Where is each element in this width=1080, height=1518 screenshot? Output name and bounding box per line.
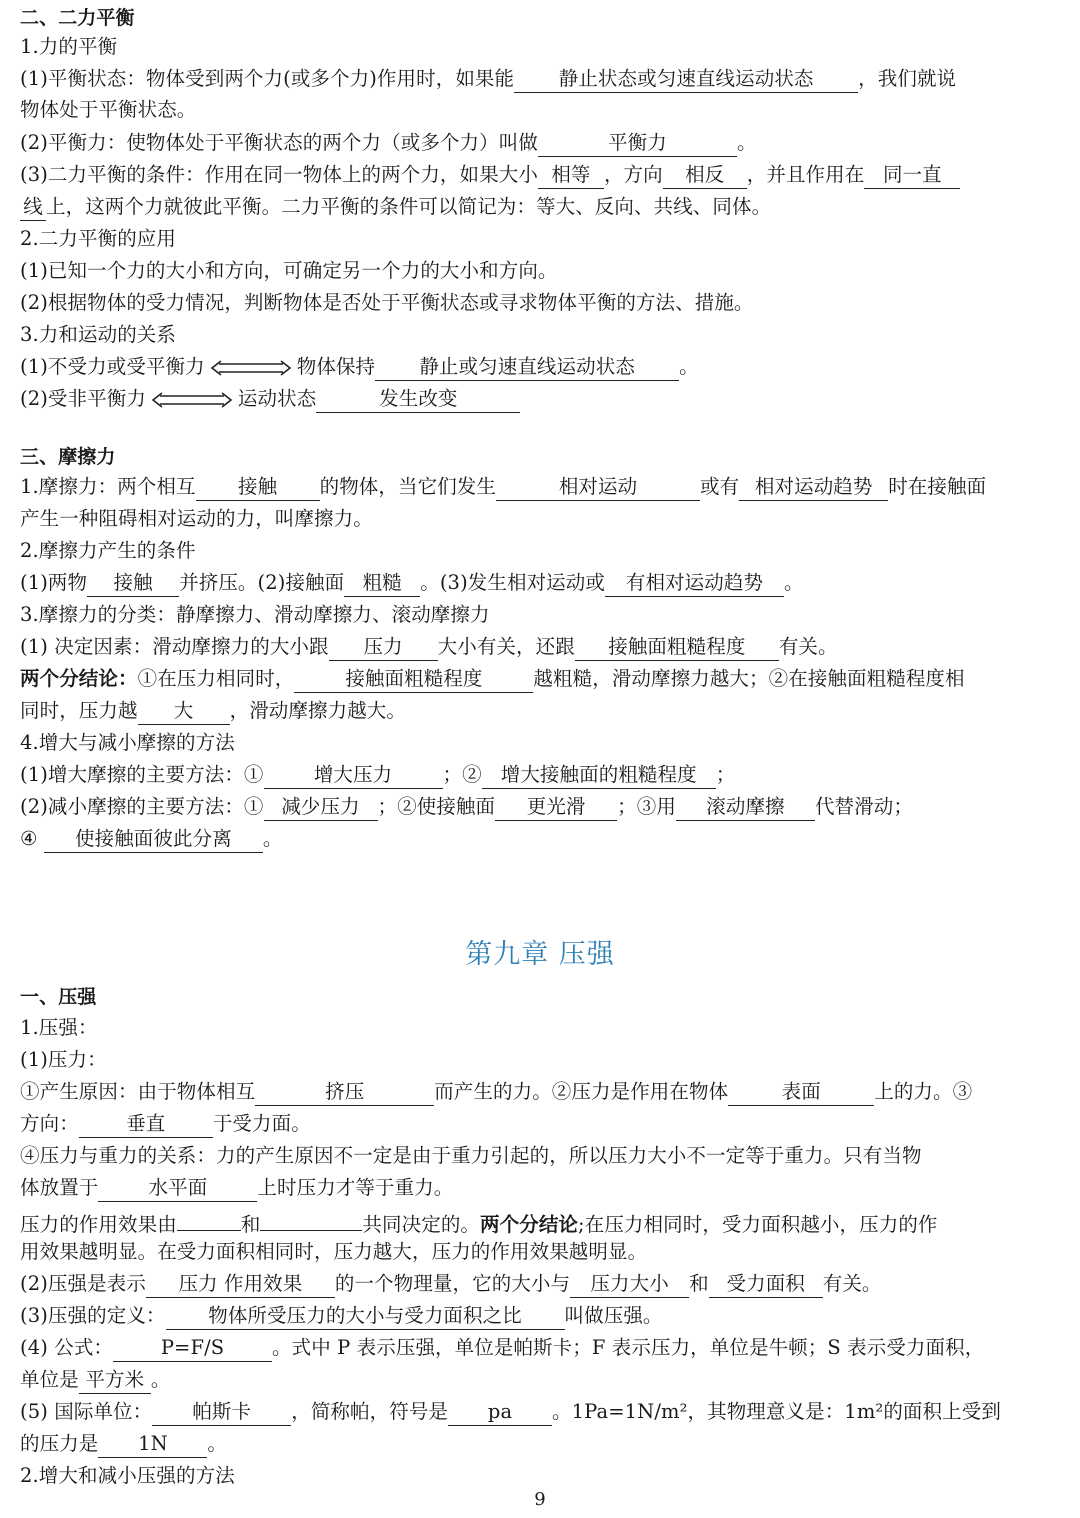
text: (2)压强是表示 bbox=[20, 1272, 146, 1295]
subheading: 2.摩擦力产生的条件 bbox=[20, 539, 196, 562]
answer-blank: 接触 bbox=[196, 475, 320, 501]
text: ，并且作用在 bbox=[746, 163, 865, 186]
answer-blank-empty bbox=[177, 1205, 241, 1231]
answer-blank-empty bbox=[260, 1205, 362, 1231]
answer-blank: pa bbox=[448, 1400, 552, 1426]
answer-blank: 线 bbox=[20, 195, 46, 221]
answer-blank: 粗糙 bbox=[344, 571, 420, 597]
text: 单位是 bbox=[20, 1368, 79, 1391]
answer-blank: 接触面粗糙程度 bbox=[575, 635, 779, 661]
text: ，方向 bbox=[603, 163, 663, 186]
page-number: 9 bbox=[534, 1489, 546, 1510]
text: 上的力。③ bbox=[874, 1080, 973, 1103]
text: 上，这两个力就彼此平衡。二力平衡的条件可以简记为：等大、反向、共线、同体。 bbox=[46, 195, 772, 218]
text: 于受力面。 bbox=[212, 1112, 311, 1135]
answer-blank: 大 bbox=[138, 699, 230, 725]
text-line bbox=[20, 760, 1075, 790]
text-line bbox=[20, 1397, 1075, 1427]
text-line: (2)根据物体的受力情况，判断物体是否处于平衡状态或寻求物体平衡的方法、措施。 bbox=[20, 291, 754, 314]
answer-blank: 静止或匀速直线运动状态 bbox=[375, 355, 679, 381]
bold-label: 两个分结论 bbox=[480, 1213, 579, 1236]
answer-blank: 受力面积 bbox=[709, 1272, 823, 1298]
answer-blank: 相对运动趋势 bbox=[739, 475, 888, 501]
text-line bbox=[20, 1301, 1075, 1331]
text: ①在压力相同时， bbox=[137, 667, 295, 690]
subheading: 1.压强： bbox=[20, 1016, 98, 1039]
text: 1.摩擦力：两个相互 bbox=[20, 475, 196, 498]
text: 大小有关，还跟 bbox=[437, 635, 575, 658]
text: 。式中 P 表示压强，单位是帕斯卡；F 表示压力，单位是牛顿；S 表示受力面积， bbox=[272, 1336, 985, 1359]
bold-label: 两个分结论： bbox=[20, 667, 138, 690]
text-line bbox=[20, 664, 1075, 694]
text: ;在压力相同时，受力面积越小，压力的作 bbox=[578, 1213, 938, 1236]
answer-blank: 增大接触面的粗糙程度 bbox=[482, 763, 716, 789]
text: 。 bbox=[783, 571, 804, 594]
text: (4) 公式： bbox=[20, 1336, 114, 1359]
text: (2)减小摩擦的主要方法：① bbox=[20, 795, 264, 818]
text: (3)压强的定义： bbox=[20, 1304, 166, 1327]
text: 代替滑动； bbox=[814, 795, 913, 818]
subheading: 3.力和运动的关系 bbox=[20, 323, 177, 346]
text: 。 bbox=[679, 355, 699, 378]
text: 有关。 bbox=[778, 635, 838, 658]
text: ； bbox=[715, 763, 736, 786]
answer-blank: 帕斯卡 bbox=[152, 1400, 291, 1426]
answer-blank: 增大压力 bbox=[264, 763, 443, 789]
text-line bbox=[20, 1429, 1075, 1459]
text-line bbox=[20, 128, 1075, 158]
text: 。 bbox=[736, 131, 757, 154]
text-line bbox=[20, 568, 1075, 598]
text-line bbox=[20, 192, 1075, 222]
text: 和 bbox=[240, 1213, 261, 1236]
answer-blank: 表面 bbox=[728, 1080, 874, 1106]
answer-blank: 压力 bbox=[329, 635, 438, 661]
text-line bbox=[20, 472, 1075, 502]
text-line bbox=[20, 1077, 1075, 1107]
chapter-title: 第九章 压强 bbox=[465, 939, 615, 970]
text: 压力的作用效果由 bbox=[20, 1213, 177, 1236]
section-heading-pressure: 一、压强 bbox=[20, 986, 97, 1008]
text-line bbox=[20, 1205, 1075, 1235]
answer-blank: 接触面粗糙程度 bbox=[294, 667, 533, 693]
text-line bbox=[20, 632, 1075, 662]
answer-blank: 接触 bbox=[87, 571, 179, 597]
text: 。 bbox=[262, 827, 283, 850]
text: 物体保持 bbox=[296, 355, 376, 378]
text: 同时，压力越 bbox=[20, 699, 138, 722]
text: 和 bbox=[689, 1272, 709, 1295]
text: (1)增大摩擦的主要方法：① bbox=[20, 763, 264, 786]
text: 而产生的力。②压力是作用在物体 bbox=[434, 1080, 729, 1103]
text: ①产生原因：由于物体相互 bbox=[20, 1080, 256, 1103]
text: 的压力是 bbox=[20, 1432, 99, 1455]
answer-blank: 有相对运动趋势 bbox=[605, 571, 784, 597]
text: ；②使接触面 bbox=[377, 795, 496, 818]
double-arrow-icon bbox=[150, 392, 234, 408]
text-line: 产生一种阻碍相对运动的力，叫摩擦力。 bbox=[20, 507, 373, 530]
text-line bbox=[20, 696, 1075, 726]
answer-blank: 相等 bbox=[538, 163, 604, 189]
answer-blank: 水平面 bbox=[98, 1176, 257, 1202]
answer-blank: 物体所受压力的大小与受力面积之比 bbox=[166, 1304, 565, 1330]
text: 的一个物理量，它的大小与 bbox=[334, 1272, 571, 1295]
text: ；② bbox=[442, 763, 482, 786]
text: 共同决定的。 bbox=[362, 1213, 481, 1236]
text: 或有 bbox=[700, 475, 740, 498]
answer-blank: 更光滑 bbox=[495, 795, 617, 821]
text: 叫做压强。 bbox=[564, 1304, 663, 1327]
subheading: 4.增大与减小摩擦的方法 bbox=[20, 731, 235, 754]
text-line bbox=[20, 352, 1075, 382]
text-line: (1)已知一个力的大小和方向，可确定另一个力的大小和方向。 bbox=[20, 259, 558, 282]
text-line bbox=[20, 1173, 1075, 1203]
text-line bbox=[20, 792, 1075, 822]
text-line bbox=[20, 824, 1075, 854]
text: 。(3)发生相对运动或 bbox=[420, 571, 605, 594]
answer-blank: 平方米 bbox=[79, 1368, 151, 1394]
text: 运动状态 bbox=[237, 387, 317, 410]
text: 。1Pa=1N/m²，其物理意义是：1m²的面积上受到 bbox=[552, 1400, 1001, 1423]
text: (1)两物 bbox=[20, 571, 88, 594]
text: (3)二力平衡的条件：作用在同一物体上的两个力，如果大小 bbox=[20, 163, 538, 186]
answer-blank: 压力大小 bbox=[570, 1272, 689, 1298]
answer-blank: P=F/S bbox=[113, 1336, 272, 1362]
text-line bbox=[20, 1365, 1075, 1395]
subheading: (1)压力： bbox=[20, 1048, 107, 1071]
text: 。 bbox=[207, 1432, 228, 1455]
text-line bbox=[20, 1269, 1075, 1299]
text: ；③用 bbox=[617, 795, 676, 818]
text-line bbox=[20, 64, 1075, 94]
text: (1) 决定因素：滑动摩擦力的大小跟 bbox=[20, 635, 329, 658]
answer-blank: 平衡力 bbox=[538, 131, 737, 157]
answer-blank: 使接触面彼此分离 bbox=[44, 827, 263, 853]
text-line bbox=[20, 160, 1075, 190]
text: (2)平衡力：使物体处于平衡状态的两个力（或多个力）叫做 bbox=[20, 131, 538, 154]
answer-blank: 1N bbox=[98, 1432, 207, 1458]
text: 有关。 bbox=[822, 1272, 882, 1295]
subheading: 2.增大和减小压强的方法 bbox=[20, 1464, 235, 1487]
text: (5) 国际单位： bbox=[20, 1400, 153, 1423]
text-line: ④压力与重力的关系：力的产生原因不一定是由于重力引起的，所以压力大小不一定等于重力。只有当物 bbox=[20, 1144, 922, 1167]
text: 上时压力才等于重力。 bbox=[257, 1176, 454, 1199]
section-heading-two-force-balance: 二、二力平衡 bbox=[20, 7, 135, 29]
answer-blank: 相反 bbox=[663, 163, 747, 189]
text-line bbox=[20, 384, 1075, 414]
text-line: 物体处于平衡状态。 bbox=[20, 98, 197, 121]
section-heading-friction: 三、摩擦力 bbox=[20, 446, 116, 468]
double-arrow-icon bbox=[209, 360, 293, 376]
answer-blank: 减少压力 bbox=[264, 795, 378, 821]
text: 方向： bbox=[20, 1112, 79, 1135]
text-line: 用效果越明显。在受力面积相同时，压力越大，压力的作用效果越明显。 bbox=[20, 1240, 648, 1263]
answer-blank: 静止状态或匀速直线运动状态 bbox=[514, 67, 858, 93]
answer-blank: 挤压 bbox=[255, 1080, 434, 1106]
text: (1)不受力或受平衡力 bbox=[20, 355, 205, 378]
text: ，我们就说 bbox=[858, 67, 957, 90]
subheading: 3.摩擦力的分类：静摩擦力、滑动摩擦力、滚动摩擦力 bbox=[20, 603, 490, 626]
text: ④ bbox=[20, 827, 38, 850]
answer-blank: 发生改变 bbox=[316, 387, 520, 413]
text: 并挤压。(2)接触面 bbox=[179, 571, 345, 594]
answer-blank: 滚动摩擦 bbox=[676, 795, 815, 821]
answer-blank: 同一直 bbox=[864, 163, 960, 189]
answer-blank: 相对运动 bbox=[496, 475, 700, 501]
subheading: 2.二力平衡的应用 bbox=[20, 227, 177, 250]
text: 的物体，当它们发生 bbox=[319, 475, 497, 498]
text: 越粗糙，滑动摩擦力越大；②在接触面粗糙程度相 bbox=[533, 667, 965, 690]
text: 。 bbox=[150, 1368, 171, 1391]
answer-blank: 压力 作用效果 bbox=[146, 1272, 335, 1298]
subheading: 1.力的平衡 bbox=[20, 35, 118, 58]
text: 时在接触面 bbox=[888, 475, 987, 498]
text: (2)受非平衡力 bbox=[20, 387, 146, 410]
text: (1)平衡状态：物体受到两个力(或多个力)作用时，如果能 bbox=[20, 67, 515, 90]
text: ，滑动摩擦力越大。 bbox=[229, 699, 407, 722]
text-line bbox=[20, 1109, 1075, 1139]
text: ，简称帕，符号是 bbox=[291, 1400, 449, 1423]
answer-blank: 垂直 bbox=[79, 1112, 213, 1138]
text: 体放置于 bbox=[20, 1176, 99, 1199]
text-line bbox=[20, 1333, 1075, 1363]
